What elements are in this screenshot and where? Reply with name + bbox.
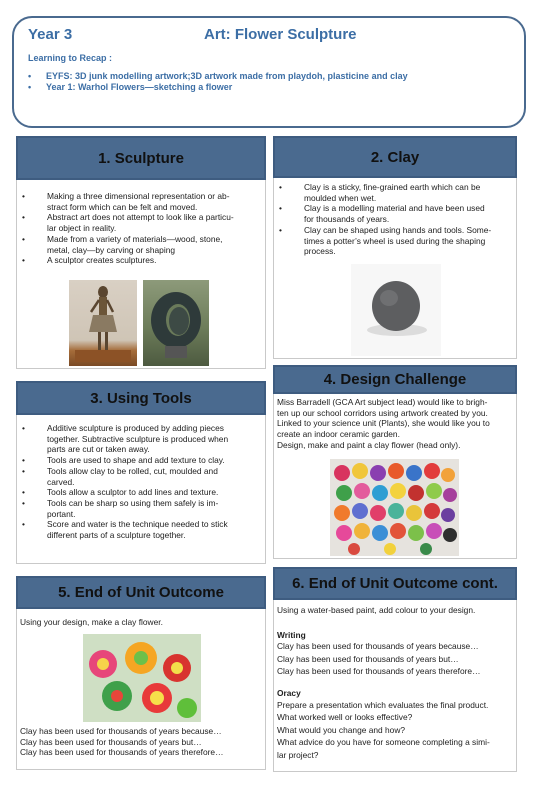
outcome-cont-section — [273, 567, 517, 772]
recap-list — [28, 71, 408, 93]
recap-item: • EYFS: 3D junk modelling artwork;3D artwork made from playdoh, plasticine and clay — [28, 71, 408, 82]
section-title: 4. Design Challenge — [273, 365, 517, 394]
year-label: Year 3 — [28, 26, 73, 43]
section-title: 5. End of Unit Outcome — [16, 576, 266, 609]
list-item: • Tools allow clay to be rolled, cut, moulded and carved. — [17, 466, 265, 487]
ceramic-flowers-image — [330, 459, 459, 556]
list-item: • Clay is a sticky, fine-grained earth which can be moulded when wet. — [274, 182, 516, 203]
list-item: • Tools are used to shape and add texture to clay. — [17, 455, 265, 466]
writing-line: Clay has been used for thousands of years because… — [277, 641, 479, 652]
section-title: 2. Clay — [273, 136, 517, 178]
clay-ball-image — [351, 264, 441, 356]
clay-flowers-image — [83, 634, 201, 722]
outcome-line: Clay has been used for thousands of years therefore… — [20, 747, 224, 758]
sculpture-bullets — [17, 191, 265, 266]
list-item: • Clay can be shaped using hands and tools. Some- times a potter’s wheel is used during the shaping process. — [274, 225, 516, 257]
section-title: 3. Using Tools — [16, 381, 266, 415]
abstract-sculpture-image — [143, 280, 209, 366]
oracy-line: Prepare a presentation which evaluates the final product. — [277, 699, 489, 710]
outcome-line: Clay has been used for thousands of years but… — [20, 736, 202, 747]
list-item: • Clay is a modelling material and have been used for thousands of years. — [274, 203, 516, 224]
outcome-section — [16, 576, 266, 770]
design-challenge-section — [273, 365, 517, 559]
outcome-cont-intro: Using a water-based paint, add colour to your design. — [277, 605, 476, 615]
writing-heading: Writing — [277, 629, 306, 640]
page-title: Art: Flower Sculpture — [204, 26, 357, 43]
oracy-line: What would you change and how? — [277, 724, 406, 735]
writing-line: Clay has been used for thousands of years but… — [277, 653, 459, 664]
section-title: 1. Sculpture — [16, 136, 266, 180]
list-item: • Tools allow a sculptor to add lines and texture. — [17, 487, 265, 498]
section-title: 6. End of Unit Outcome cont. — [273, 567, 517, 600]
tools-bullets — [17, 423, 265, 541]
list-item: • Made from a variety of materials—wood, stone, metal, clay—by carving or shaping — [17, 234, 265, 255]
oracy-line: What advice do you have for someone completing a simi- lar project? — [277, 737, 490, 760]
clay-section — [273, 136, 517, 359]
writing-line: Clay has been used for thousands of years therefore… — [277, 666, 481, 677]
oracy-line: What worked well or looks effective? — [277, 712, 413, 723]
tools-section — [16, 381, 266, 564]
design-brief: Miss Barradell (GCA Art subject lead) would like to brigh- ten up our school corridors using artwork created by you. Linked to your science unit (Plants), she would like you to create an indoor ceramic garden. Design, make and paint a clay flower (head only). — [277, 397, 490, 450]
list-item: • Tools can be sharp so using them safely is im- portant. — [17, 498, 265, 519]
recap-item: • Year 1: Warhol Flowers—sketching a flower — [28, 82, 408, 93]
list-item: • Score and water is the technique needed to stick different parts of a sculpture together. — [17, 519, 265, 540]
list-item: • A sculptor creates sculptures. — [17, 255, 265, 266]
oracy-heading: Oracy — [277, 687, 301, 698]
clay-bullets — [274, 182, 516, 257]
dancer-sculpture-image — [69, 280, 137, 366]
outcome-intro: Using your design, make a clay flower. — [20, 617, 163, 627]
list-item: • Abstract art does not attempt to look like a particu- lar object in reality. — [17, 212, 265, 233]
list-item: • Additive sculpture is produced by adding pieces together. Subtractive sculpture is produced when parts are cut or taken away. — [17, 423, 265, 455]
sculpture-section — [16, 136, 266, 369]
header-panel — [12, 16, 526, 128]
list-item: • Making a three dimensional representation or ab- stract form which can be felt and moved. — [17, 191, 265, 212]
outcome-line: Clay has been used for thousands of years because… — [20, 726, 222, 736]
recap-label: Learning to Recap : — [28, 53, 113, 63]
